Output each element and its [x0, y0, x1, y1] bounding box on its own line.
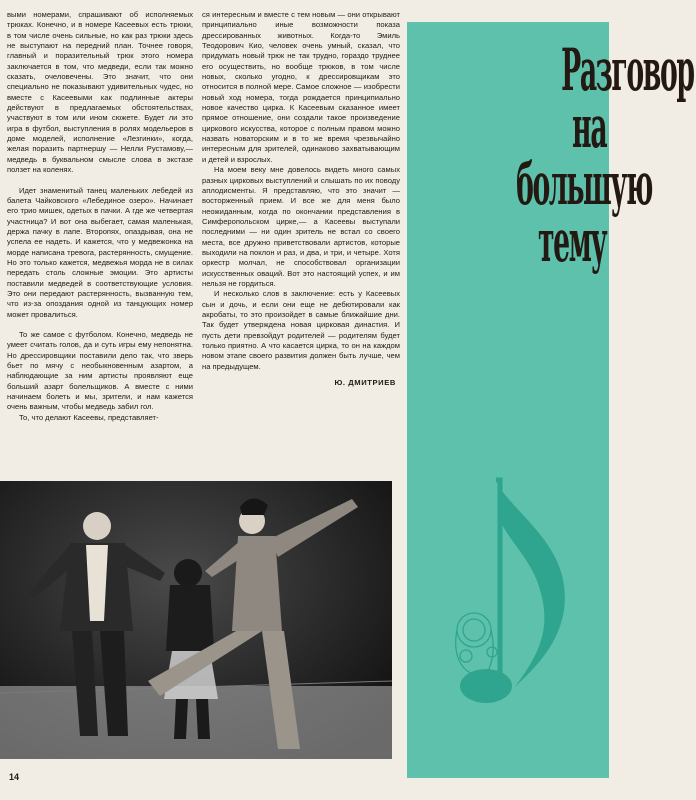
headline-line: Разговор — [561, 36, 694, 104]
headline-line: большую — [516, 150, 653, 218]
page-number: 14 — [9, 772, 20, 782]
article-column-2 — [202, 10, 400, 388]
article-paragraph: Идет знаменитый танец маленьких лебедей из балета Чайковского «Лебединое озеро». Начинает его трио мишек, одетых в пачки. А где же четвертая участница? И вот она выбегает, самая маленькая, держа пачку в лапе. Второпях, опаздывая, она не успела ее надеть. И кажется, что у медвежонка на морде написана тревога, растерянность, смущение. Но это только кажется, медвежья морда не в силах передать столь сложные эмоции. Это артисты поставили медведей в соответствующие условия. Это они передают растерянность, вызванную тем, что из-за опоздания одной из танцующих номер может провалиться. — [7, 185, 193, 319]
headline — [516, 36, 694, 275]
article-paragraph: То, что делают Касеевы, представляет- — [19, 412, 159, 422]
article-paragraph: То же самое с футболом. Конечно, медведь не умеет считать голов, да и суть игры ему непонятна. Но дрессировщики поставили дело так, что зверь бьет по мячу с необыкновенным азартом, а наблюдающие за ним артисты проявляют еще больший азарт болельщиков. А вместе с ними начинаем болеть и мы, зрители, и нам кажется очень важным, чтобы медведь забил гол. — [7, 329, 193, 412]
article-paragraph: На моем веку мне довелось видеть много самых разных цирковых выступлений и слышать по их поводу аплодисменты. Я представляю, что это значит — восторженный прием. И все же для меня было неожиданным, когда по окончании представления в Симферопольском цирке,— а Касеевы выступали последними — ни один зритель не встал со своего места, все дружно приветствовали артистов, которые выходили на поклон и раз, и два, и три, и четыре. Хотя оркестр молчал, не способствовал организации искусственных оваций. Вот это настоящий успех, и им нельзя не гордиться. — [202, 165, 400, 288]
music-note-icon — [452, 480, 602, 725]
article-column-1 — [7, 10, 193, 423]
headline-line: на — [572, 93, 607, 161]
article-paragraph: И несколько слов в заключение: есть у Касеевых сын и дочь, и если они еще не дебютировали как акробаты, то это произойдет в самые ближайшие дни. Так будет утверждена новая цирковая династия. И пусть дети превзойдут родителей — родителям будет только приятно. А что касается цирка, то он на каждом новом этапе своего развития должен быть лучше, чем на предыдущем. — [202, 289, 400, 371]
article-paragraph: выми номерами, спрашивают об исполняемых трюках. Конечно, и в номере Касеевых есть трюки, в том числе очень сильные, но как раз трюки здесь не выступают на передний план. Точнее говоря, главный и поразительный трюк этого номера заключается в том, что медведи, если так можно сказать, очеловечены. Это значит, что они специально не показывают удивительных чудес, но вместе с Касеевыми как подлинные актеры действуют в предлагаемых обстоятельствах, участвуют в том или ином сюжете. Будет ли это игра в футбол, выступления в ролях модельеров в доме моделей, исполнение «Лезгинки», когда, желая поразить партнершу — Нелли Рустамову,— медведь в буквальном смысле слова в экстазе ползет на коленях. — [7, 10, 193, 175]
headline-line: тему — [537, 207, 607, 275]
circus-performance-photo — [0, 481, 392, 759]
author-signature: Ю. ДМИТРИЕВ — [334, 378, 396, 388]
article-paragraph: ся интересным и вместе с тем новым — они открывают принципиально иные возможности показа дрессированных животных. Когда-то Эмиль Теодорович Кио, человек очень умный, сказал, что придумать новый трюк не так трудно, гораздо труднее его осуществить, но вообще трюков, в том числе новых, сколько угодно, к дрессировщикам это относится в полной мере. Самое сложное — изобрести новый ход номера, тогда рождается принципиально новое качество цирка. К Касеевым сказанное имеет прямое отношение, они создали такое произведение циркового искусства, которое с полным правом можно назвать новаторским и в то же время чрезвычайно интересным для зрителей, одинаково захватывающим и детей и взрослых. — [202, 10, 400, 164]
